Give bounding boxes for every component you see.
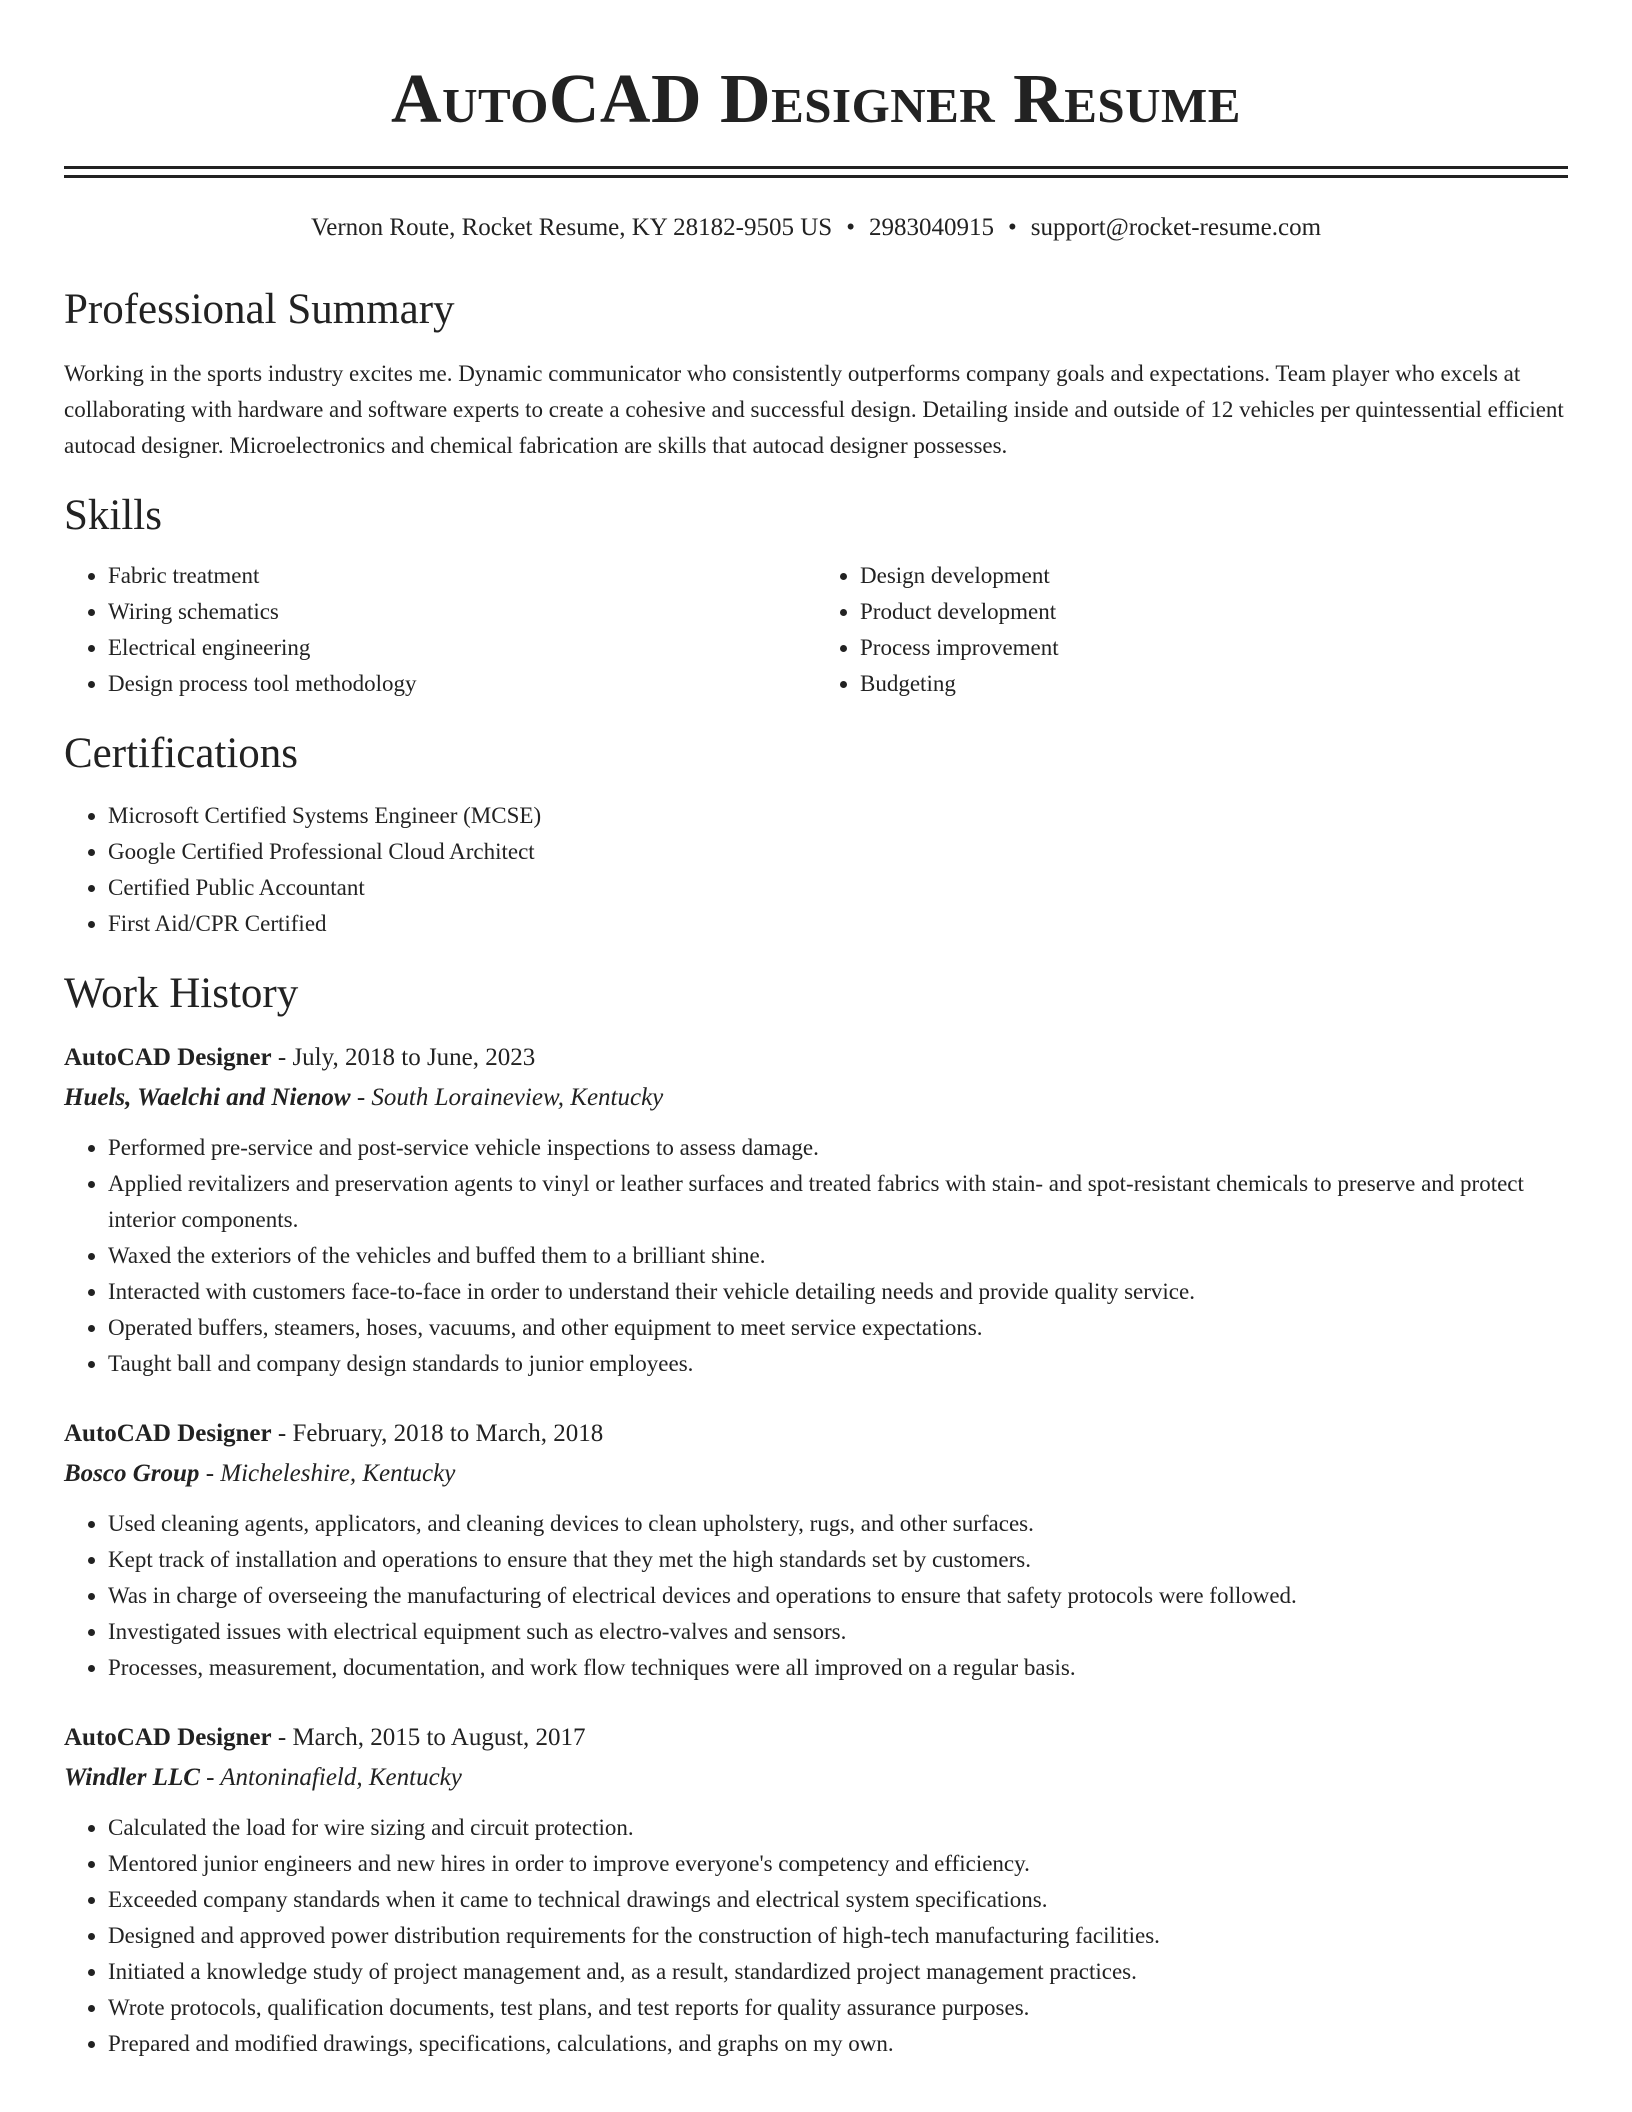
job-bullet: • Applied revitalizers and preservation agents to vinyl or leather surfaces and treated fabrics with stain- and spot-resistant chemicals to preserve and protect interior components. xyxy=(108,1166,1568,1238)
contact-phone: 2983040915 xyxy=(868,214,994,241)
contact-separator: • xyxy=(846,214,855,241)
job-bullet: • Operated buffers, steamers, hoses, vacuums, and other equipment to meet service expectations. xyxy=(108,1310,1568,1346)
job-title-line xyxy=(64,1718,1568,1758)
job-bullet: • Performed pre-service and post-service vehicle inspections to assess damage. xyxy=(108,1130,1568,1166)
certification-item: • Microsoft Certified Systems Engineer (MCSE) xyxy=(108,798,1568,834)
job-bullet: • Mentored junior engineers and new hires in order to improve everyone's competency and efficiency. xyxy=(108,1846,1568,1882)
contact-email: support@rocket-resume.com xyxy=(1030,214,1322,241)
skill-item: • Fabric treatment xyxy=(108,558,816,594)
skills-column-left xyxy=(64,558,816,702)
skills-column-right xyxy=(816,558,1568,702)
certification-item: • Certified Public Accountant xyxy=(108,870,1568,906)
skill-item: • Design process tool methodology xyxy=(108,666,816,702)
skill-item: • Process improvement xyxy=(860,630,1568,666)
section-heading-summary: Professional Summary xyxy=(64,286,455,333)
job-location: - Micheleshire, Kentucky xyxy=(199,1460,456,1487)
certification-item: • First Aid/CPR Certified xyxy=(108,906,1568,942)
job-bullet: • Initiated a knowledge study of project management and, as a result, standardized project management practices. xyxy=(108,1954,1568,1990)
job-company-line xyxy=(64,1758,1568,1798)
section-heading-work-history: Work History xyxy=(64,970,299,1017)
skills-grid xyxy=(64,558,1568,702)
certification-list xyxy=(64,798,1568,942)
job-bullet: • Investigated issues with electrical equipment such as electro-valves and sensors. xyxy=(108,1614,1568,1650)
job-bullets xyxy=(64,1130,1568,1382)
skill-item: • Budgeting xyxy=(860,666,1568,702)
job-bullet: • Used cleaning agents, applicators, and cleaning devices to clean upholstery, rugs, and other surfaces. xyxy=(108,1506,1568,1542)
job-title: AutoCAD Designer xyxy=(64,1724,272,1751)
section-heading-skills: Skills xyxy=(64,492,162,539)
title-divider-bottom xyxy=(64,175,1568,178)
job-bullet: • Exceeded company standards when it came to technical drawings and electrical system specifications. xyxy=(108,1882,1568,1918)
job-bullets xyxy=(64,1506,1568,1686)
job-location: - Antoninafield, Kentucky xyxy=(199,1764,462,1791)
contact-separator: • xyxy=(1007,214,1017,241)
skill-item: • Product development xyxy=(860,594,1568,630)
job-bullet: • Wrote protocols, qualification documents, test plans, and test reports for quality assurance purposes. xyxy=(108,1990,1568,2026)
job-bullet: • Prepared and modified drawings, specifications, calculations, and graphs on my own. xyxy=(108,2026,1568,2062)
job-entry xyxy=(64,1718,1568,2062)
job-company-line xyxy=(64,1078,1568,1118)
certification-item: • Google Certified Professional Cloud Architect xyxy=(108,834,1568,870)
job-bullet: • Was in charge of overseeing the manufacturing of electrical devices and operations to ensure that safety protocols were followed. xyxy=(108,1578,1568,1614)
job-bullet: • Kept track of installation and operations to ensure that they met the high standards set by customers. xyxy=(108,1542,1568,1578)
page-title: AutoCAD Designer Resume xyxy=(391,61,1241,138)
job-title: AutoCAD Designer xyxy=(64,1420,272,1447)
contact-line xyxy=(64,212,1568,244)
job-dates: - July, 2018 to June, 2023 xyxy=(271,1044,536,1071)
job-bullets xyxy=(64,1810,1568,2062)
job-bullet: • Interacted with customers face-to-face in order to understand their vehicle detailing needs and provide quality service. xyxy=(108,1274,1568,1310)
job-dates: - February, 2018 to March, 2018 xyxy=(271,1420,604,1447)
job-bullet: • Taught ball and company design standards to junior employees. xyxy=(108,1346,1568,1382)
summary-text: Working in the sports industry excites me. Dynamic communicator who consistently outperforms company goals and expectations. Team player who excels at collaborating with hardware and software experts to create a cohesive and successful design. Detailing inside and outside of 12 vehicles per quintessential efficient autocad designer. Microelectronics and chemical fabrication are skills that autocad designer possesses. xyxy=(64,361,1564,458)
job-company: Windler LLC xyxy=(64,1764,200,1791)
job-title: AutoCAD Designer xyxy=(64,1044,272,1071)
job-bullet: • Calculated the load for wire sizing and circuit protection. xyxy=(108,1810,1568,1846)
job-location: - South Loraineview, Kentucky xyxy=(350,1084,664,1111)
job-company: Bosco Group xyxy=(64,1460,200,1487)
skill-item: • Design development xyxy=(860,558,1568,594)
job-entry xyxy=(64,1414,1568,1686)
title-divider-top xyxy=(64,166,1568,169)
job-company: Huels, Waelchi and Nienow xyxy=(64,1084,351,1111)
job-title-line xyxy=(64,1038,1568,1078)
job-title-line xyxy=(64,1414,1568,1454)
section-heading-certifications: Certifications xyxy=(64,730,299,777)
job-bullet: • Designed and approved power distribution requirements for the construction of high-tech manufacturing facilities. xyxy=(108,1918,1568,1954)
job-entry xyxy=(64,1038,1568,1382)
job-bullet: • Processes, measurement, documentation, and work flow techniques were all improved on a regular basis. xyxy=(108,1650,1568,1686)
contact-address: Vernon Route, Rocket Resume, KY 28182-9505 US xyxy=(310,214,833,241)
job-company-line xyxy=(64,1454,1568,1494)
skill-item: • Electrical engineering xyxy=(108,630,816,666)
job-dates: - March, 2015 to August, 2017 xyxy=(271,1724,586,1751)
job-bullet: • Waxed the exteriors of the vehicles and buffed them to a brilliant shine. xyxy=(108,1238,1568,1274)
skill-item: • Wiring schematics xyxy=(108,594,816,630)
